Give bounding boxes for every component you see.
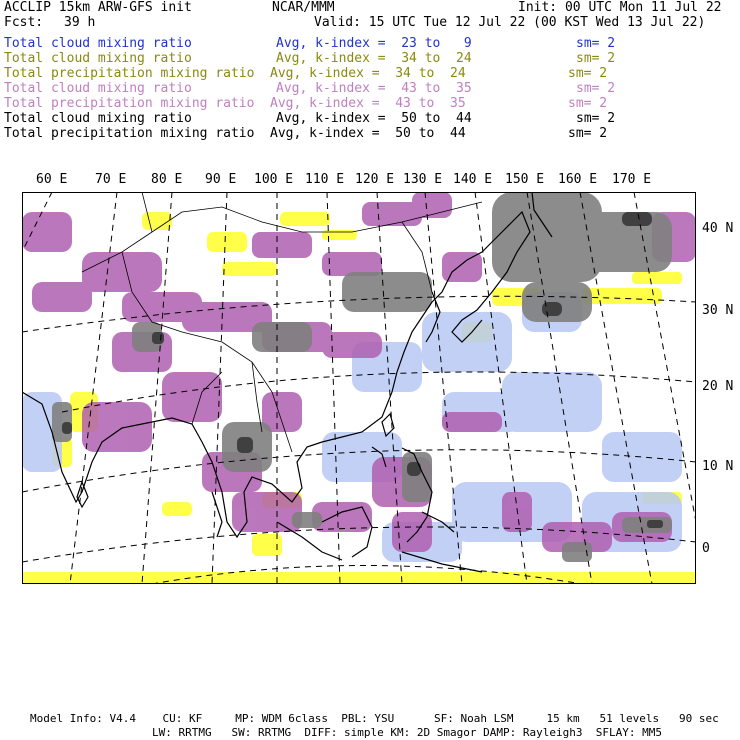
lon-label-70e: 70 E bbox=[95, 172, 127, 187]
field-line-6-sm: sm= 2 bbox=[576, 111, 616, 126]
lon-label-160e: 160 E bbox=[558, 172, 598, 187]
init-time: Init: 00 UTC Mon 11 Jul 22 bbox=[518, 0, 722, 15]
lat-label-10n: 10 N bbox=[702, 459, 734, 474]
field-line-1-sm: sm= 2 bbox=[576, 36, 616, 51]
field-line-3-name: Total precipitation mixing ratio bbox=[4, 66, 255, 81]
field-line-2-name: Total cloud mixing ratio bbox=[4, 51, 192, 66]
lon-label-150e: 150 E bbox=[505, 172, 545, 187]
field-line-4-name: Total cloud mixing ratio bbox=[4, 81, 192, 96]
lon-label-130e: 130 E bbox=[403, 172, 443, 187]
lon-label-110e: 110 E bbox=[305, 172, 345, 187]
field-line-7-sm: sm= 2 bbox=[568, 126, 608, 141]
field-line-1-name: Total cloud mixing ratio bbox=[4, 36, 192, 51]
field-line-2-avg: Avg, k-index = 34 to 24 bbox=[276, 51, 472, 66]
lon-label-120e: 120 E bbox=[355, 172, 395, 187]
fcst-value: 39 h bbox=[64, 15, 96, 30]
lon-label-100e: 100 E bbox=[254, 172, 294, 187]
field-line-7-avg: Avg, k-index = 50 to 44 bbox=[270, 126, 466, 141]
valid-time: Valid: 15 UTC Tue 12 Jul 22 (00 KST Wed 13 Jul 22) bbox=[314, 15, 706, 30]
org-label: NCAR/MMM bbox=[272, 0, 335, 15]
field-line-6-avg: Avg, k-index = 50 to 44 bbox=[276, 111, 472, 126]
lon-label-140e: 140 E bbox=[453, 172, 493, 187]
field-line-6-name: Total cloud mixing ratio bbox=[4, 111, 192, 126]
model-title: ACCLIP 15km ARW-GFS init bbox=[4, 0, 192, 15]
field-line-5-avg: Avg, k-index = 43 to 35 bbox=[270, 96, 466, 111]
field-line-5-name: Total precipitation mixing ratio bbox=[4, 96, 255, 111]
lat-label-0: 0 bbox=[702, 541, 710, 556]
lon-label-80e: 80 E bbox=[151, 172, 183, 187]
field-line-4-avg: Avg, k-index = 43 to 35 bbox=[276, 81, 472, 96]
model-info-line: Model Info: V4.4 CU: KF MP: WDM 6class PBL: YSU SF: Noah LSM 15 km 51 levels 90 sec bbox=[30, 712, 719, 725]
field-line-3-avg: Avg, k-index = 34 to 24 bbox=[270, 66, 466, 81]
fcst-label: Fcst: bbox=[4, 15, 44, 30]
lat-label-40n: 40 N bbox=[702, 221, 734, 236]
lat-label-20n: 20 N bbox=[702, 379, 734, 394]
field-line-7-name: Total precipitation mixing ratio bbox=[4, 126, 255, 141]
physics-info-line: LW: RRTMG SW: RRTMG DIFF: simple KM: 2D Smagor DAMP: Rayleigh3 SFLAY: MM5 bbox=[152, 726, 662, 739]
lon-label-90e: 90 E bbox=[205, 172, 237, 187]
field-line-5-sm: sm= 2 bbox=[568, 96, 608, 111]
map-panel bbox=[22, 192, 696, 584]
field-line-2-sm: sm= 2 bbox=[576, 51, 616, 66]
field-line-4-sm: sm= 2 bbox=[576, 81, 616, 96]
field-line-1-avg: Avg, k-index = 23 to 9 bbox=[276, 36, 472, 51]
lon-label-60e: 60 E bbox=[36, 172, 68, 187]
field-line-3-sm: sm= 2 bbox=[568, 66, 608, 81]
lat-label-30n: 30 N bbox=[702, 303, 734, 318]
lon-label-170e: 170 E bbox=[612, 172, 652, 187]
